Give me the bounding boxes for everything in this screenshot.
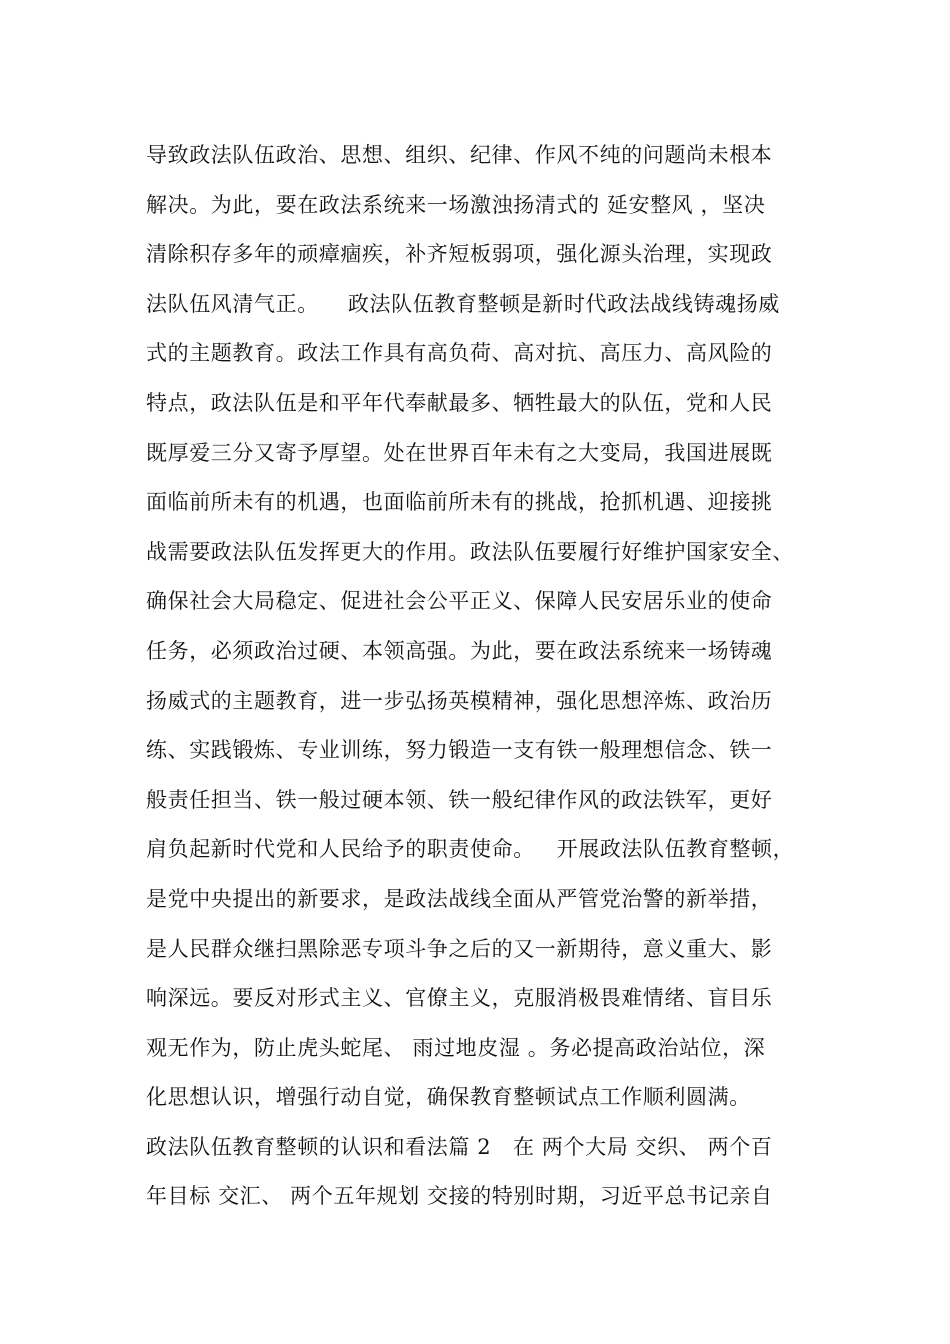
text-line: 年目标 交汇、 两个五年规划 交接的特别时期，习近平总书记亲自 (146, 1184, 773, 1209)
text-line: 面临前所未有的机遇，也面临前所未有的挑战，抢抓机遇、迎接挑 (146, 490, 773, 515)
text-line: 扬威式的主题教育，进一步弘扬英模精神，强化思想淬炼、政治历 (146, 688, 773, 713)
text-line: 是党中央提出的新要求，是政法战线全面从严管党治警的新举措， (146, 886, 773, 911)
text-line: 特点，政法队伍是和平年代奉献最多、牺牲最大的队伍，党和人民 (146, 390, 773, 415)
text-line: 观无作为，防止虎头蛇尾、 雨过地皮湿 。务必提高政治站位，深 (146, 1035, 766, 1060)
text-line: 任务，必须政治过硬、本领高强。为此，要在政法系统来一场铸魂 (146, 638, 773, 663)
text-line: 战需要政法队伍发挥更大的作用。政法队伍要履行好维护国家安全、 (146, 539, 794, 564)
text-line: 清除积存多年的顽瘴痼疾，补齐短板弱项，强化源头治理，实现政 (146, 242, 773, 267)
text-line: 练、实践锻炼、专业训练，努力锻造一支有铁一般理想信念、铁一 (146, 738, 773, 763)
body-text (146, 131, 846, 1222)
text-line: 法队伍风清气正。 政法队伍教育整顿是新时代政法战线铸魂扬威 (146, 291, 780, 316)
text-line: 解决。为此，要在政法系统来一场激浊扬清式的 延安整风 ，坚决 (146, 192, 766, 217)
text-line: 式的主题教育。政法工作具有高负荷、高对抗、高压力、高风险的 (146, 341, 773, 366)
text-line: 是人民群众继扫黑除恶专项斗争之后的又一新期待，意义重大、影 (146, 936, 773, 961)
text-line: 响深远。要反对形式主义、官僚主义，克服消极畏难情绪、盲目乐 (146, 986, 773, 1011)
text-line: 般责任担当、铁一般过硬本领、铁一般纪律作风的政法铁军，更好 (146, 787, 773, 812)
text-line: 肩负起新时代党和人民给予的职责使命。 开展政法队伍教育整顿， (146, 837, 795, 862)
text-line: 化思想认识，增强行动自觉，确保教育整顿试点工作顺利圆满。 (146, 1085, 751, 1110)
text-line: 既厚爱三分又寄予厚望。处在世界百年未有之大变局，我国进展既 (146, 440, 773, 465)
text-line: 确保社会大局稳定、促进社会公平正义、保障人民安居乐业的使命 (146, 589, 773, 614)
text-line: 导致政法队伍政治、思想、组织、纪律、作风不纯的问题尚未根本 (146, 143, 773, 167)
text-line: 政法队伍教育整顿的认识和看法篇 2 在 两个大局 交织、 两个百 (146, 1134, 773, 1159)
